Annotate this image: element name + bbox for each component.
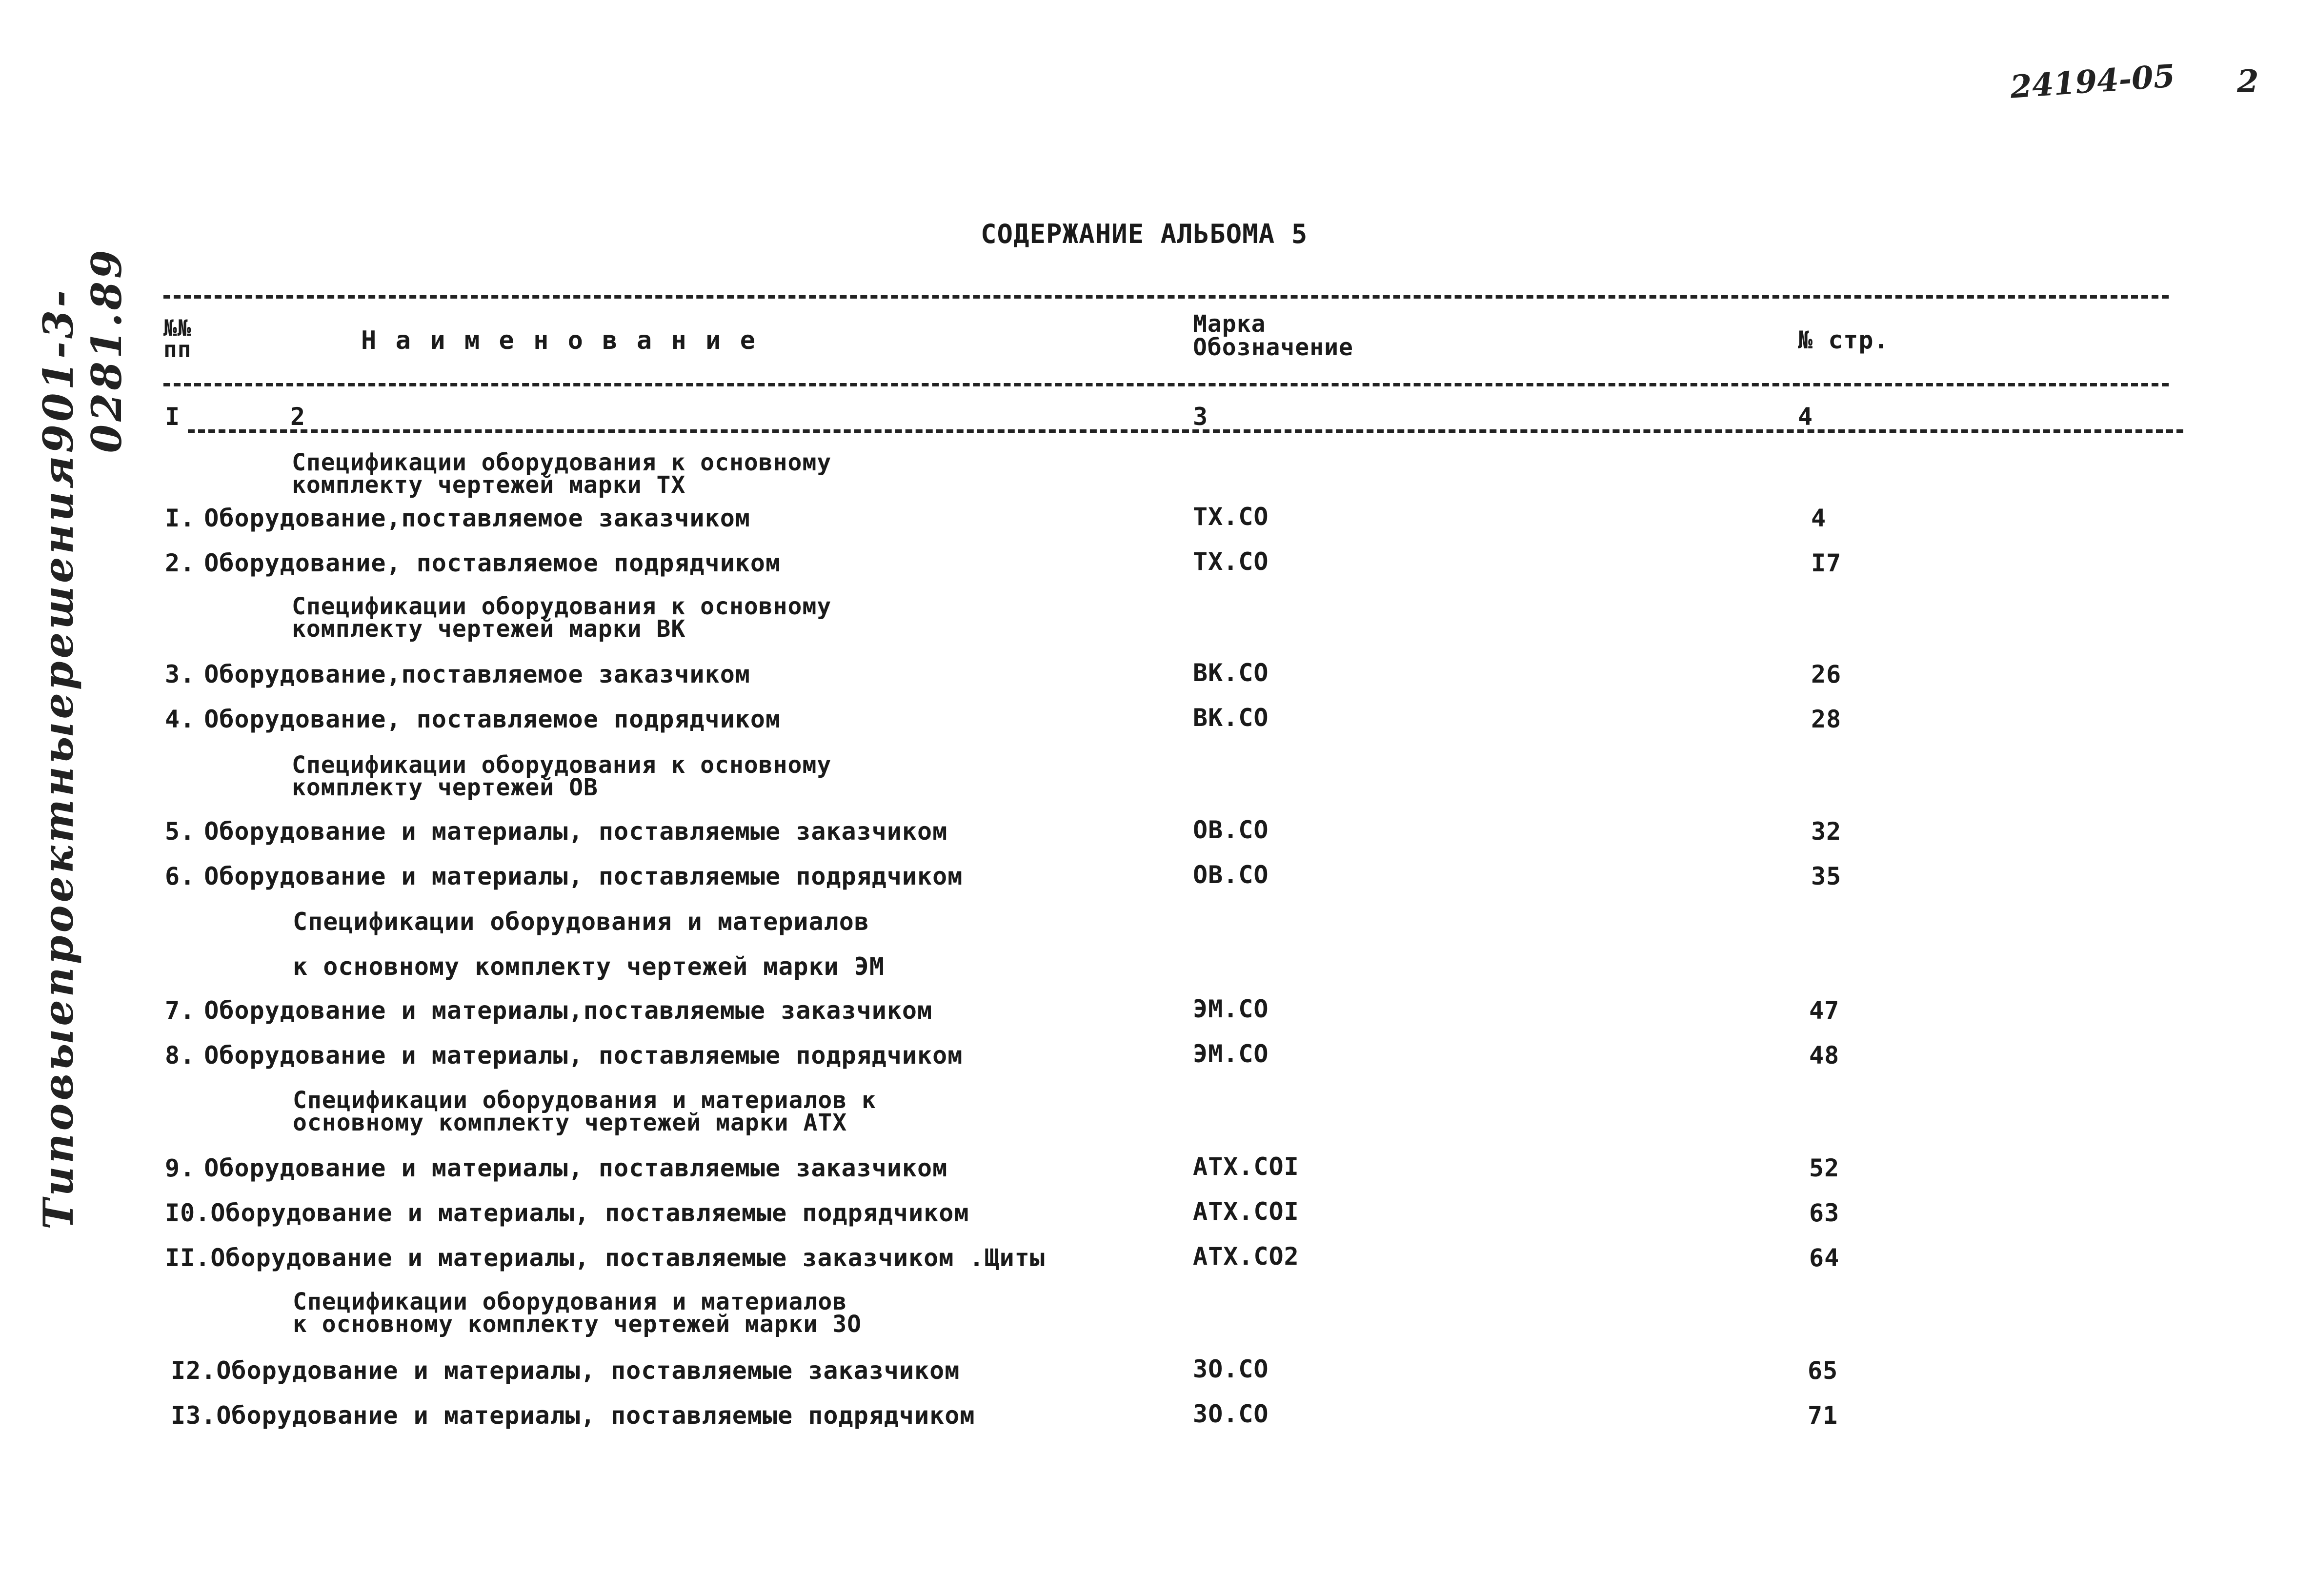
section-heading: Спецификации оборудования к основному комплекту чертежей марки ВК bbox=[292, 593, 832, 643]
row-number: I2. bbox=[171, 1356, 217, 1385]
row-name: Оборудование и материалы, поставляемые подрядчиком bbox=[204, 862, 963, 890]
row-mark: ОВ.СО bbox=[1193, 816, 1269, 844]
row-number: I. bbox=[165, 504, 196, 532]
row-number: II. bbox=[165, 1244, 211, 1272]
row-name: Оборудование и материалы, поставляемые заказчиком bbox=[204, 1154, 948, 1182]
toc-row bbox=[165, 549, 781, 577]
row-page: 63 bbox=[1809, 1199, 1840, 1227]
row-number: 8. bbox=[165, 1041, 196, 1070]
col-number-3: 3 bbox=[1193, 403, 1208, 431]
side-note-word-2: проектные bbox=[34, 690, 82, 997]
document-code: 24194-05 bbox=[2009, 58, 2176, 106]
row-page: 71 bbox=[1808, 1401, 1838, 1430]
section-heading: Спецификации оборудования и материалов к основному комплекту чертежей марки ЗО bbox=[293, 1288, 862, 1338]
row-page: 28 bbox=[1811, 705, 1842, 733]
section-heading-line: Спецификации оборудования и материалов bbox=[293, 908, 869, 936]
row-mark: ЗО.СО bbox=[1193, 1400, 1269, 1428]
row-name: Оборудование и материалы,поставляемые заказчиком bbox=[204, 996, 933, 1025]
rule-top bbox=[163, 295, 2169, 299]
toc-row bbox=[165, 996, 932, 1025]
rule-header bbox=[163, 383, 2169, 386]
row-mark: АТХ.СОI bbox=[1193, 1197, 1299, 1226]
row-name: Оборудование и материалы, поставляемые заказчиком bbox=[216, 1356, 960, 1385]
col-number-1: I bbox=[165, 403, 181, 431]
row-page: 52 bbox=[1809, 1154, 1840, 1182]
row-name: Оборудование и материалы, поставляемые подрядчиком bbox=[210, 1199, 969, 1227]
col-number-2: 2 bbox=[290, 403, 306, 431]
col-number-4: 4 bbox=[1798, 403, 1813, 431]
row-page: 26 bbox=[1811, 660, 1842, 688]
row-name: Оборудование и материалы, поставляемые заказчиком .Щиты bbox=[210, 1244, 1045, 1272]
row-mark: АТХ.СО2 bbox=[1193, 1242, 1299, 1271]
header-col-name: Н а и м е н о в а н и е bbox=[361, 326, 758, 355]
toc-row bbox=[165, 817, 947, 846]
section-heading: Спецификации оборудования к основному комплекту чертежей ОВ bbox=[292, 751, 832, 801]
page-title: СОДЕРЖАНИЕ АЛЬБОМА 5 bbox=[981, 219, 1308, 249]
row-number: I3. bbox=[171, 1401, 217, 1430]
row-name: Оборудование, поставляемое подрядчиком bbox=[204, 549, 781, 577]
row-name: Оборудование, поставляемое подрядчиком bbox=[204, 705, 781, 733]
header-col-number: №№ пп bbox=[163, 315, 192, 363]
row-page: 65 bbox=[1808, 1356, 1838, 1385]
row-number: 5. bbox=[165, 817, 196, 846]
row-mark: ЭМ.СО bbox=[1193, 1040, 1269, 1068]
section-heading: Спецификации оборудования к основному комплекту чертежей марки ТХ bbox=[292, 449, 832, 499]
toc-row bbox=[165, 1041, 963, 1070]
row-name: Оборудование,поставляемое заказчиком bbox=[204, 504, 750, 532]
row-page: 4 bbox=[1811, 504, 1827, 532]
row-page: 35 bbox=[1811, 862, 1842, 890]
row-mark: ВК.СО bbox=[1193, 704, 1269, 732]
row-mark: ЗО.СО bbox=[1193, 1355, 1269, 1383]
row-mark: ОВ.СО bbox=[1193, 861, 1269, 889]
toc-row bbox=[171, 1356, 960, 1385]
row-number: 4. bbox=[165, 705, 196, 733]
toc-row bbox=[165, 862, 963, 890]
row-page: 48 bbox=[1809, 1041, 1840, 1070]
row-number: 3. bbox=[165, 660, 196, 688]
row-number: 6. bbox=[165, 862, 196, 890]
row-number: 2. bbox=[165, 549, 196, 577]
row-number: I0. bbox=[165, 1199, 211, 1227]
row-page: 64 bbox=[1809, 1244, 1840, 1272]
row-mark: ЭМ.СО bbox=[1193, 995, 1269, 1023]
section-heading-line: к основному комплекту чертежей марки ЭМ bbox=[293, 952, 885, 981]
side-note-word-1: Типовые bbox=[34, 997, 82, 1230]
row-number: 9. bbox=[165, 1154, 196, 1182]
row-name: Оборудование,поставляемое заказчиком bbox=[204, 660, 750, 688]
row-name: Оборудование и материалы, поставляемые подрядчиком bbox=[216, 1401, 975, 1430]
row-mark: ТХ.СО bbox=[1193, 503, 1269, 531]
row-mark: ВК.СО bbox=[1193, 659, 1269, 687]
row-page: 47 bbox=[1809, 996, 1840, 1025]
row-name: Оборудование и материалы, поставляемые подрядчиком bbox=[204, 1041, 963, 1070]
side-note-word-4: 901-3-0281.89 bbox=[34, 247, 131, 453]
toc-row bbox=[165, 705, 781, 733]
row-name: Оборудование и материалы, поставляемые заказчиком bbox=[204, 817, 948, 846]
toc-row bbox=[165, 1244, 1045, 1272]
toc-row bbox=[165, 1154, 947, 1182]
row-mark: АТХ.СОI bbox=[1193, 1152, 1299, 1181]
row-mark: ТХ.СО bbox=[1193, 547, 1269, 576]
toc-row bbox=[165, 1199, 969, 1227]
header-col-mark: Марка Обозначение bbox=[1193, 310, 1353, 361]
side-note bbox=[34, 247, 131, 1230]
row-page: 32 bbox=[1811, 817, 1842, 846]
section-heading: Спецификации оборудования и материалов к основному комплекту чертежей марки АТХ bbox=[293, 1087, 876, 1136]
header-col-page: № стр. bbox=[1798, 326, 1889, 354]
page-number: 2 bbox=[2237, 63, 2259, 100]
toc-row bbox=[165, 660, 750, 688]
rule-colnums bbox=[188, 429, 2183, 433]
side-note-word-3: решения bbox=[34, 453, 82, 690]
toc-row bbox=[165, 504, 750, 532]
row-page: I7 bbox=[1811, 549, 1842, 577]
toc-row bbox=[171, 1401, 975, 1430]
row-number: 7. bbox=[165, 996, 196, 1025]
